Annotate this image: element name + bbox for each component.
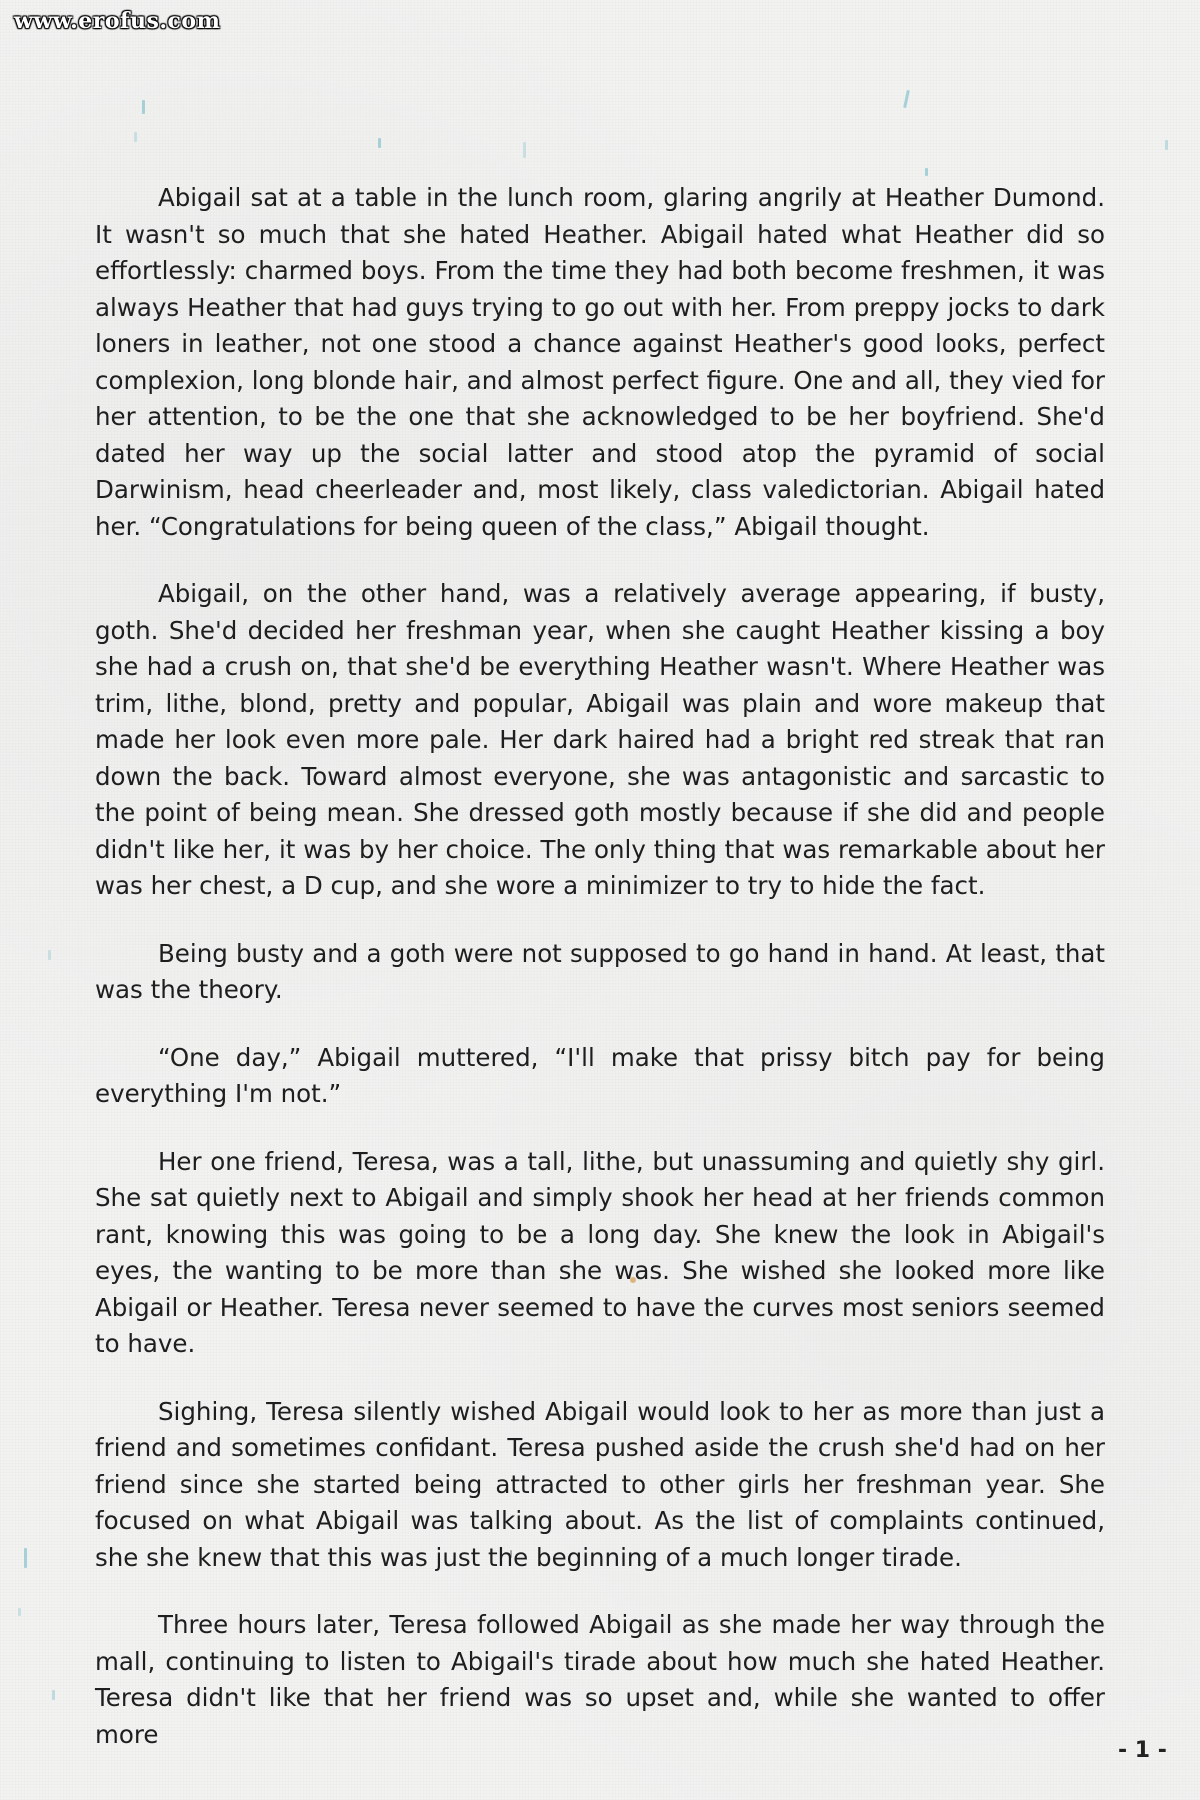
paper-speck bbox=[925, 168, 928, 176]
story-paragraph: Being busty and a goth were not supposed to go hand in hand. At least, that was the theory. bbox=[95, 938, 1105, 1004]
story-paragraph: Abigail, on the other hand, was a relatively average appearing, if busty, goth. She'd decided her freshman year, when she caught Heather kissing a boy she had a crush on, that she'd be everything Heather wasn't. Where Heather was trim, lithe, blond, pretty and popular, Abigail was plain and wore makeup that made her look even more pale. Her dark haired had a bright red streak that ran down the back. Toward almost everyone, she was antagonistic and sarcastic to the point of being mean. She dressed goth mostly because if she did and people didn't like her, it was by her choice. The only thing that was remarkable about her was her chest, a D cup, and she wore a minimizer to try to hide the fact. bbox=[95, 579, 1105, 900]
paper-speck bbox=[134, 132, 137, 142]
paper-speck bbox=[1165, 140, 1168, 150]
story-paragraph: Sighing, Teresa silently wished Abigail would look to her as more than just a friend and sometimes confidant. Teresa pushed aside the crush she'd had on her friend since she started being attracted to other girls her freshman year. She focused on what Abigail was talking about. As the list of complaints continued, she she knew that this was just the beginning of a much longer tirade. bbox=[95, 1396, 1105, 1572]
paper-speck bbox=[24, 1548, 27, 1568]
story-text bbox=[95, 180, 1105, 1784]
paper-speck bbox=[52, 1690, 55, 1700]
site-watermark: www.erofus.com bbox=[14, 8, 221, 34]
story-paragraph: “One day,” Abigail muttered, “I'll make that prissy bitch pay for being everything I'm not.” bbox=[95, 1042, 1105, 1108]
paper-speck bbox=[48, 950, 51, 960]
paper-speck bbox=[903, 90, 910, 108]
paper-speck bbox=[142, 100, 145, 114]
story-paragraph: Her one friend, Teresa, was a tall, lithe, but unassuming and quietly shy girl. She sat quietly next to Abigail and simply shook her head at her friends common rant, knowing this was going to be a long day. She knew the look in Abigail's eyes, the wanting to be more than she was. She wished she looked more like Abigail or Heather. Teresa never seemed to have the curves most seniors seemed to have. bbox=[95, 1146, 1105, 1358]
paper-speck bbox=[18, 1608, 21, 1616]
story-paragraph: Abigail sat at a table in the lunch room, glaring angrily at Heather Dumond. It wasn't so much that she hated Heather. Abigail hated what Heather did so effortlessly: charmed boys. From the time they had both become freshmen, it was always Heather that had guys trying to go out with her. From preppy jocks to dark loners in leather, not one stood a chance against Heather's good looks, perfect complexion, long blonde hair, and almost perfect figure. One and all, they vied for her attention, to be the one that she acknowledged to be her boyfriend. She'd dated her way up the social latter and stood atop the pyramid of social Darwinism, head cheerleader and, most likely, class valedictorian. Abigail hated her. “Congratulations for being queen of the class,” Abigail thought. bbox=[95, 183, 1106, 541]
story-paragraph: Three hours later, Teresa followed Abigail as she made her way through the mall, continuing to listen to Abigail's tirade about how much she hated Heather. Teresa didn't like that her friend was so upset and, while she wanted to offer more bbox=[95, 1610, 1105, 1749]
paper-speck bbox=[378, 138, 381, 148]
page-number: - 1 - bbox=[1118, 1738, 1167, 1763]
paper-speck bbox=[523, 142, 526, 158]
